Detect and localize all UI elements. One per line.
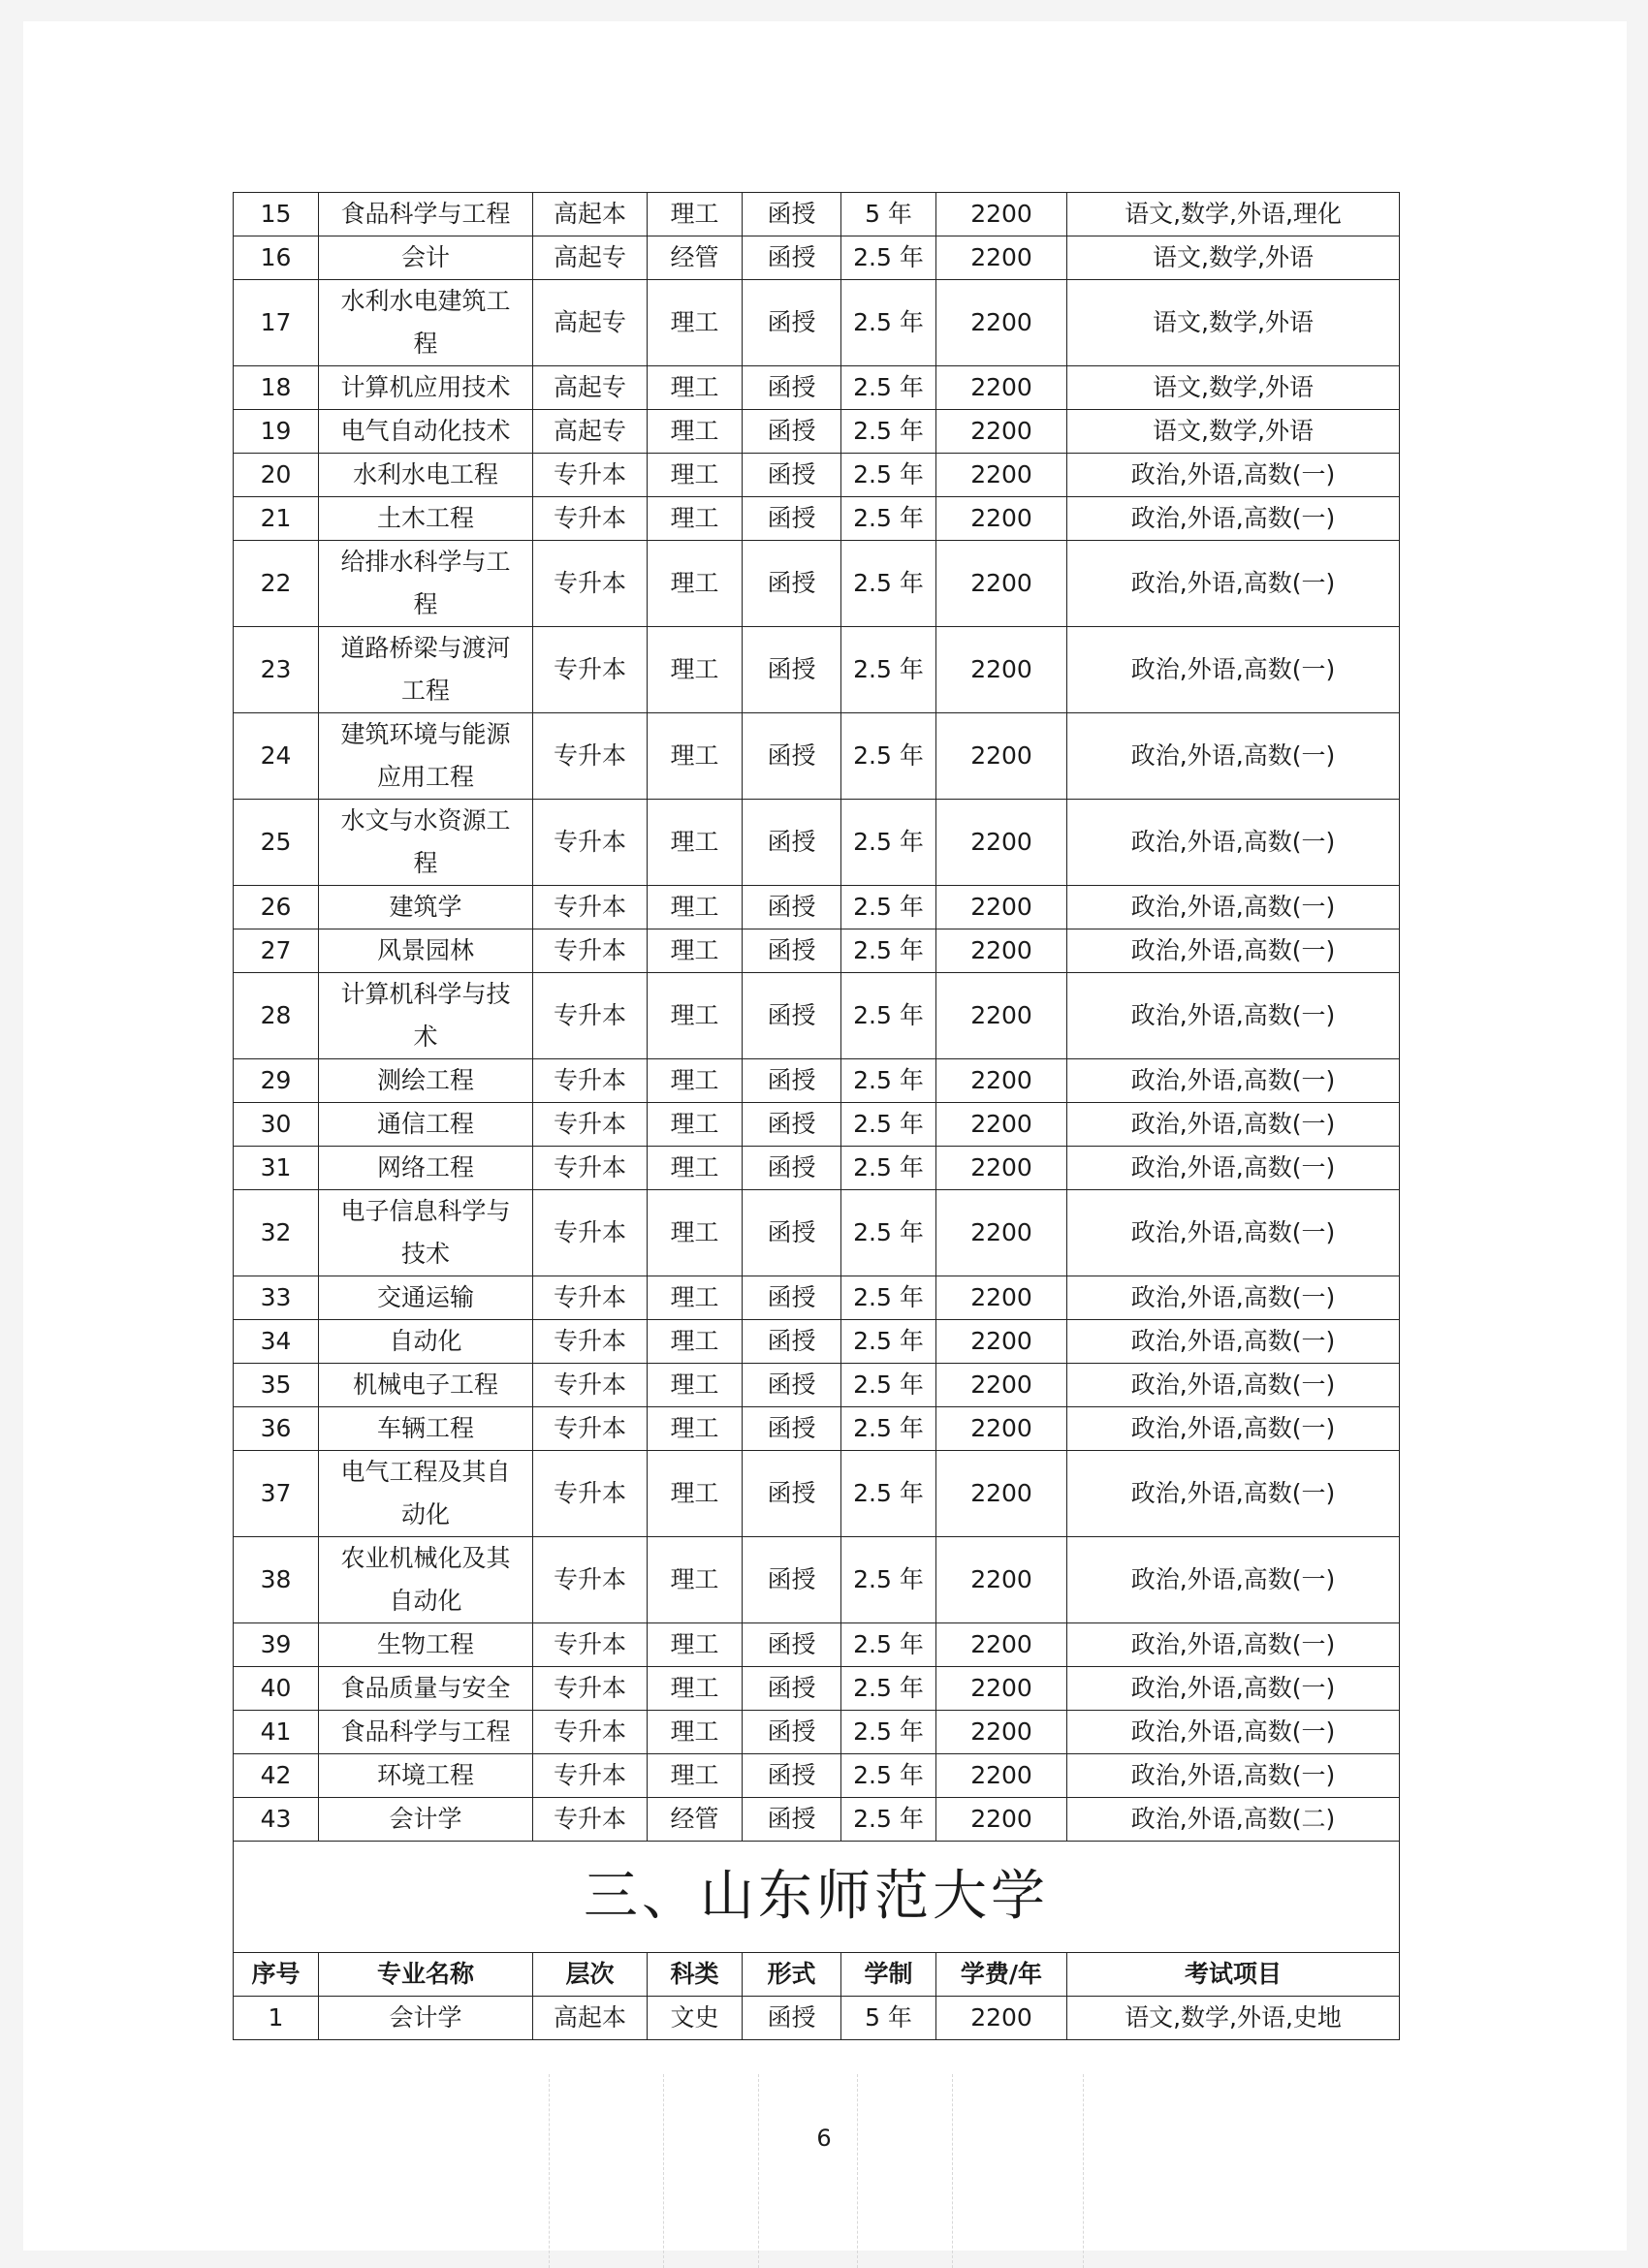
fold-line (857, 2074, 858, 2268)
cell-category: 理工 (648, 410, 743, 454)
cell-fee: 2200 (936, 454, 1067, 497)
cell-exam: 政治,外语,高数(一) (1067, 1103, 1400, 1147)
cell-mode: 函授 (743, 1667, 841, 1711)
cell-category: 理工 (648, 1147, 743, 1190)
cell-duration: 2.5 年 (841, 1623, 936, 1667)
cell-name: 农业机械化及其自动化 (319, 1537, 533, 1623)
cell-no: 40 (234, 1667, 319, 1711)
cell-category: 理工 (648, 1667, 743, 1711)
table-row (234, 410, 1400, 454)
cell-duration: 2.5 年 (841, 236, 936, 280)
cell-category: 文史 (648, 1997, 743, 2040)
fold-line (952, 2074, 953, 2268)
cell-no: 35 (234, 1364, 319, 1407)
cell-no: 1 (234, 1997, 319, 2040)
cell-name: 水文与水资源工程 (319, 800, 533, 886)
cell-no: 34 (234, 1320, 319, 1364)
cell-category: 理工 (648, 1190, 743, 1276)
section-title: 三、山东师范大学 (584, 1865, 1049, 1928)
cell-duration: 2.5 年 (841, 1364, 936, 1407)
cell-no: 16 (234, 236, 319, 280)
cell-category: 经管 (648, 236, 743, 280)
cell-name: 给排水科学与工程 (319, 541, 533, 627)
cell-exam: 政治,外语,高数(一) (1067, 929, 1400, 973)
cell-name: 建筑环境与能源应用工程 (319, 713, 533, 800)
cell-name: 电气工程及其自动化 (319, 1451, 533, 1537)
cell-category: 理工 (648, 1059, 743, 1103)
cell-duration: 2.5 年 (841, 1190, 936, 1276)
cell-level: 专升本 (533, 497, 648, 541)
cell-name: 测绘工程 (319, 1059, 533, 1103)
cell-level: 专升本 (533, 1667, 648, 1711)
cell-fee: 2200 (936, 1623, 1067, 1667)
cell-name: 会计学 (319, 1798, 533, 1842)
cell-level: 高起专 (533, 410, 648, 454)
cell-no: 33 (234, 1276, 319, 1320)
table-row (234, 1623, 1400, 1667)
cell-duration: 2.5 年 (841, 1059, 936, 1103)
cell-category: 理工 (648, 1103, 743, 1147)
table-row (234, 1190, 1400, 1276)
cell-exam: 政治,外语,高数(一) (1067, 1190, 1400, 1276)
table-row (234, 1364, 1400, 1407)
cell-level: 专升本 (533, 541, 648, 627)
cell-exam: 政治,外语,高数(一) (1067, 454, 1400, 497)
cell-name: 会计 (319, 236, 533, 280)
cell-name: 风景园林 (319, 929, 533, 973)
cell-mode: 函授 (743, 1623, 841, 1667)
table-row (234, 1667, 1400, 1711)
cell-mode: 函授 (743, 193, 841, 236)
cell-mode: 函授 (743, 1407, 841, 1451)
cell-no: 38 (234, 1537, 319, 1623)
cell-duration: 2.5 年 (841, 1798, 936, 1842)
table-row (234, 973, 1400, 1059)
cell-name: 机械电子工程 (319, 1364, 533, 1407)
cell-duration: 2.5 年 (841, 1711, 936, 1754)
cell-level: 专升本 (533, 1276, 648, 1320)
cell-fee: 2200 (936, 236, 1067, 280)
cell-duration: 2.5 年 (841, 1667, 936, 1711)
cell-exam: 政治,外语,高数(一) (1067, 1147, 1400, 1190)
cell-fee: 2200 (936, 1407, 1067, 1451)
cell-level: 专升本 (533, 1320, 648, 1364)
cell-no: 29 (234, 1059, 319, 1103)
cell-level: 专升本 (533, 800, 648, 886)
cell-exam: 政治,外语,高数(一) (1067, 886, 1400, 929)
cell-category: 理工 (648, 1451, 743, 1537)
table-row (234, 1997, 1400, 2040)
cell-exam: 政治,外语,高数(一) (1067, 497, 1400, 541)
cell-no: 30 (234, 1103, 319, 1147)
cell-no: 25 (234, 800, 319, 886)
cell-mode: 函授 (743, 541, 841, 627)
cell-name: 土木工程 (319, 497, 533, 541)
cell-mode: 函授 (743, 1059, 841, 1103)
cell-duration: 2.5 年 (841, 497, 936, 541)
cell-mode: 函授 (743, 366, 841, 410)
cell-exam: 政治,外语,高数(一) (1067, 1754, 1400, 1798)
cell-exam: 政治,外语,高数(一) (1067, 541, 1400, 627)
cell-name: 食品科学与工程 (319, 193, 533, 236)
cell-level: 高起本 (533, 1997, 648, 2040)
cell-exam: 政治,外语,高数(一) (1067, 1537, 1400, 1623)
cell-name: 计算机科学与技术 (319, 973, 533, 1059)
table-row (234, 193, 1400, 236)
cell-exam: 政治,外语,高数(一) (1067, 713, 1400, 800)
cell-mode: 函授 (743, 1798, 841, 1842)
cell-no: 20 (234, 454, 319, 497)
cell-category: 理工 (648, 973, 743, 1059)
cell-mode: 函授 (743, 713, 841, 800)
cell-level: 专升本 (533, 973, 648, 1059)
cell-fee: 2200 (936, 886, 1067, 929)
cell-exam: 语文,数学,外语,理化 (1067, 193, 1400, 236)
table-row (234, 497, 1400, 541)
cell-level: 专升本 (533, 1103, 648, 1147)
cell-exam: 政治,外语,高数(一) (1067, 1711, 1400, 1754)
header-category: 科类 (648, 1953, 743, 1997)
cell-category: 理工 (648, 886, 743, 929)
table-row (234, 236, 1400, 280)
cell-fee: 2200 (936, 541, 1067, 627)
cell-fee: 2200 (936, 973, 1067, 1059)
cell-category: 理工 (648, 280, 743, 366)
cell-duration: 2.5 年 (841, 973, 936, 1059)
cell-level: 专升本 (533, 1537, 648, 1623)
fold-line (1083, 2074, 1084, 2268)
cell-no: 17 (234, 280, 319, 366)
cell-no: 24 (234, 713, 319, 800)
cell-level: 专升本 (533, 1451, 648, 1537)
table-row (234, 929, 1400, 973)
cell-name: 网络工程 (319, 1147, 533, 1190)
cell-fee: 2200 (936, 1711, 1067, 1754)
cell-fee: 2200 (936, 193, 1067, 236)
table-row (234, 1798, 1400, 1842)
cell-duration: 2.5 年 (841, 1147, 936, 1190)
cell-mode: 函授 (743, 1451, 841, 1537)
page-number: 6 (816, 2125, 832, 2152)
cell-category: 理工 (648, 800, 743, 886)
cell-category: 理工 (648, 1364, 743, 1407)
header-duration: 学制 (841, 1953, 936, 1997)
table-row (234, 1059, 1400, 1103)
program-table (233, 192, 1400, 2040)
table-header-row (234, 1953, 1400, 1997)
cell-level: 专升本 (533, 1059, 648, 1103)
cell-mode: 函授 (743, 1537, 841, 1623)
header-mode: 形式 (743, 1953, 841, 1997)
table-row (234, 280, 1400, 366)
cell-no: 27 (234, 929, 319, 973)
cell-fee: 2200 (936, 1190, 1067, 1276)
cell-duration: 2.5 年 (841, 1276, 936, 1320)
cell-duration: 5 年 (841, 1997, 936, 2040)
cell-duration: 2.5 年 (841, 410, 936, 454)
cell-duration: 2.5 年 (841, 280, 936, 366)
cell-duration: 2.5 年 (841, 454, 936, 497)
cell-name: 建筑学 (319, 886, 533, 929)
cell-name: 交通运输 (319, 1276, 533, 1320)
cell-category: 理工 (648, 541, 743, 627)
cell-mode: 函授 (743, 280, 841, 366)
cell-no: 18 (234, 366, 319, 410)
cell-name: 自动化 (319, 1320, 533, 1364)
cell-fee: 2200 (936, 1276, 1067, 1320)
cell-fee: 2200 (936, 929, 1067, 973)
cell-exam: 政治,外语,高数(一) (1067, 973, 1400, 1059)
cell-mode: 函授 (743, 1364, 841, 1407)
cell-duration: 2.5 年 (841, 1754, 936, 1798)
cell-mode: 函授 (743, 800, 841, 886)
cell-name: 生物工程 (319, 1623, 533, 1667)
cell-level: 高起专 (533, 236, 648, 280)
cell-exam: 政治,外语,高数(一) (1067, 1623, 1400, 1667)
cell-level: 专升本 (533, 1623, 648, 1667)
cell-fee: 2200 (936, 1059, 1067, 1103)
cell-no: 39 (234, 1623, 319, 1667)
cell-name: 电子信息科学与技术 (319, 1190, 533, 1276)
cell-no: 15 (234, 193, 319, 236)
cell-duration: 2.5 年 (841, 1451, 936, 1537)
cell-mode: 函授 (743, 410, 841, 454)
cell-duration: 5 年 (841, 193, 936, 236)
cell-category: 理工 (648, 1537, 743, 1623)
cell-mode: 函授 (743, 1147, 841, 1190)
cell-mode: 函授 (743, 1754, 841, 1798)
table-row (234, 454, 1400, 497)
cell-level: 专升本 (533, 713, 648, 800)
cell-fee: 2200 (936, 1103, 1067, 1147)
cell-duration: 2.5 年 (841, 366, 936, 410)
cell-exam: 政治,外语,高数(二) (1067, 1798, 1400, 1842)
cell-category: 理工 (648, 713, 743, 800)
cell-duration: 2.5 年 (841, 541, 936, 627)
cell-exam: 语文,数学,外语 (1067, 280, 1400, 366)
cell-duration: 2.5 年 (841, 1407, 936, 1451)
cell-duration: 2.5 年 (841, 1320, 936, 1364)
cell-level: 专升本 (533, 627, 648, 713)
cell-mode: 函授 (743, 1276, 841, 1320)
fold-line (758, 2074, 759, 2268)
cell-exam: 政治,外语,高数(一) (1067, 1364, 1400, 1407)
cell-category: 理工 (648, 929, 743, 973)
cell-category: 理工 (648, 454, 743, 497)
table-row (234, 1407, 1400, 1451)
cell-level: 专升本 (533, 929, 648, 973)
cell-name: 电气自动化技术 (319, 410, 533, 454)
cell-duration: 2.5 年 (841, 1537, 936, 1623)
fold-line (663, 2074, 664, 2268)
cell-mode: 函授 (743, 627, 841, 713)
cell-exam: 语文,数学,外语,史地 (1067, 1997, 1400, 2040)
cell-level: 高起专 (533, 280, 648, 366)
cell-duration: 2.5 年 (841, 627, 936, 713)
cell-category: 理工 (648, 1623, 743, 1667)
cell-name: 水利水电工程 (319, 454, 533, 497)
cell-fee: 2200 (936, 1537, 1067, 1623)
cell-mode: 函授 (743, 1320, 841, 1364)
cell-category: 理工 (648, 1711, 743, 1754)
cell-mode: 函授 (743, 929, 841, 973)
cell-level: 专升本 (533, 1711, 648, 1754)
table-row (234, 1320, 1400, 1364)
cell-mode: 函授 (743, 1997, 841, 2040)
table-row (234, 627, 1400, 713)
cell-level: 高起本 (533, 193, 648, 236)
table-row (234, 1537, 1400, 1623)
cell-level: 专升本 (533, 1364, 648, 1407)
section-title-row (234, 1842, 1400, 1953)
cell-level: 专升本 (533, 454, 648, 497)
cell-mode: 函授 (743, 236, 841, 280)
cell-mode: 函授 (743, 886, 841, 929)
table-row (234, 1711, 1400, 1754)
cell-name: 车辆工程 (319, 1407, 533, 1451)
cell-no: 32 (234, 1190, 319, 1276)
cell-no: 22 (234, 541, 319, 627)
cell-fee: 2200 (936, 1997, 1067, 2040)
cell-no: 19 (234, 410, 319, 454)
cell-name: 环境工程 (319, 1754, 533, 1798)
cell-category: 理工 (648, 366, 743, 410)
cell-no: 36 (234, 1407, 319, 1451)
cell-name: 通信工程 (319, 1103, 533, 1147)
cell-level: 专升本 (533, 886, 648, 929)
cell-no: 26 (234, 886, 319, 929)
cell-mode: 函授 (743, 497, 841, 541)
table-row (234, 1147, 1400, 1190)
cell-fee: 2200 (936, 1364, 1067, 1407)
cell-exam: 政治,外语,高数(一) (1067, 627, 1400, 713)
cell-mode: 函授 (743, 454, 841, 497)
cell-fee: 2200 (936, 1667, 1067, 1711)
cell-category: 理工 (648, 497, 743, 541)
table-row (234, 800, 1400, 886)
header-level: 层次 (533, 1953, 648, 1997)
cell-category: 理工 (648, 193, 743, 236)
table-row (234, 1103, 1400, 1147)
table-row (234, 886, 1400, 929)
cell-name: 道路桥梁与渡河工程 (319, 627, 533, 713)
cell-fee: 2200 (936, 1451, 1067, 1537)
cell-duration: 2.5 年 (841, 929, 936, 973)
cell-no: 42 (234, 1754, 319, 1798)
cell-name: 食品质量与安全 (319, 1667, 533, 1711)
cell-exam: 语文,数学,外语 (1067, 236, 1400, 280)
cell-mode: 函授 (743, 1103, 841, 1147)
table-row (234, 366, 1400, 410)
cell-mode: 函授 (743, 1190, 841, 1276)
cell-exam: 政治,外语,高数(一) (1067, 1276, 1400, 1320)
cell-fee: 2200 (936, 280, 1067, 366)
cell-mode: 函授 (743, 1711, 841, 1754)
cell-duration: 2.5 年 (841, 1103, 936, 1147)
cell-name: 食品科学与工程 (319, 1711, 533, 1754)
cell-no: 23 (234, 627, 319, 713)
cell-exam: 政治,外语,高数(一) (1067, 1451, 1400, 1537)
cell-exam: 政治,外语,高数(一) (1067, 800, 1400, 886)
cell-category: 理工 (648, 627, 743, 713)
table-row (234, 1451, 1400, 1537)
fold-line (549, 2074, 550, 2268)
cell-exam: 语文,数学,外语 (1067, 366, 1400, 410)
cell-exam: 政治,外语,高数(一) (1067, 1407, 1400, 1451)
cell-duration: 2.5 年 (841, 800, 936, 886)
cell-fee: 2200 (936, 627, 1067, 713)
cell-category: 理工 (648, 1320, 743, 1364)
cell-level: 专升本 (533, 1798, 648, 1842)
cell-duration: 2.5 年 (841, 886, 936, 929)
cell-fee: 2200 (936, 1320, 1067, 1364)
cell-fee: 2200 (936, 1798, 1067, 1842)
table-row (234, 713, 1400, 800)
cell-exam: 政治,外语,高数(一) (1067, 1059, 1400, 1103)
header-name: 专业名称 (319, 1953, 533, 1997)
cell-category: 理工 (648, 1754, 743, 1798)
header-fee: 学费/年 (936, 1953, 1067, 1997)
cell-fee: 2200 (936, 1754, 1067, 1798)
cell-category: 经管 (648, 1798, 743, 1842)
table-row (234, 1276, 1400, 1320)
cell-fee: 2200 (936, 497, 1067, 541)
cell-name: 计算机应用技术 (319, 366, 533, 410)
cell-no: 41 (234, 1711, 319, 1754)
cell-no: 43 (234, 1798, 319, 1842)
header-exam: 考试项目 (1067, 1953, 1400, 1997)
cell-no: 37 (234, 1451, 319, 1537)
cell-duration: 2.5 年 (841, 713, 936, 800)
cell-mode: 函授 (743, 973, 841, 1059)
cell-name: 会计学 (319, 1997, 533, 2040)
cell-level: 专升本 (533, 1147, 648, 1190)
cell-fee: 2200 (936, 713, 1067, 800)
cell-level: 高起专 (533, 366, 648, 410)
cell-exam: 政治,外语,高数(一) (1067, 1667, 1400, 1711)
cell-level: 专升本 (533, 1190, 648, 1276)
cell-no: 28 (234, 973, 319, 1059)
cell-no: 31 (234, 1147, 319, 1190)
cell-no: 21 (234, 497, 319, 541)
cell-category: 理工 (648, 1407, 743, 1451)
table-row (234, 1754, 1400, 1798)
cell-fee: 2200 (936, 410, 1067, 454)
cell-category: 理工 (648, 1276, 743, 1320)
cell-exam: 政治,外语,高数(一) (1067, 1320, 1400, 1364)
cell-fee: 2200 (936, 366, 1067, 410)
cell-fee: 2200 (936, 800, 1067, 886)
cell-name: 水利水电建筑工程 (319, 280, 533, 366)
cell-exam: 语文,数学,外语 (1067, 410, 1400, 454)
header-no: 序号 (234, 1953, 319, 1997)
cell-level: 专升本 (533, 1407, 648, 1451)
cell-level: 专升本 (533, 1754, 648, 1798)
cell-fee: 2200 (936, 1147, 1067, 1190)
table-row (234, 541, 1400, 627)
